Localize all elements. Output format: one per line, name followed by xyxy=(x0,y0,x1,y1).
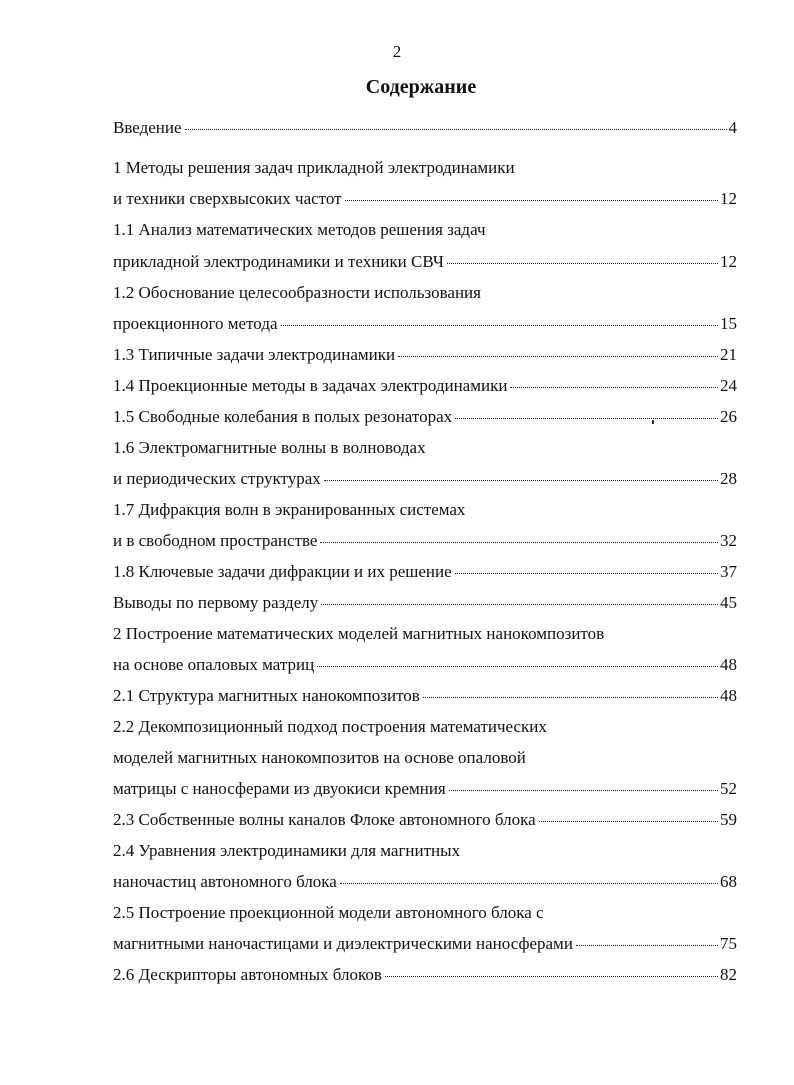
toc-entry xyxy=(113,466,737,492)
toc-entry xyxy=(113,249,737,275)
dot-leader xyxy=(320,542,718,543)
toc-entry-title: прикладной электродинамики и техники СВЧ xyxy=(113,252,444,271)
toc-entry xyxy=(113,807,737,833)
toc-entry xyxy=(113,931,737,957)
toc-entry-line: 2.5 Построение проекционной модели автономного блока с xyxy=(113,903,544,922)
toc-entry-title: и техники сверхвысоких частот xyxy=(113,189,342,208)
scan-speck xyxy=(652,420,654,424)
toc-entry-title: 2.3 Собственные волны каналов Флоке автономного блока xyxy=(113,810,536,829)
toc-entry-page: 4 xyxy=(728,118,737,137)
toc-entry-page: 12 xyxy=(720,189,737,208)
toc-entry-page: 48 xyxy=(720,686,737,705)
dot-leader xyxy=(321,604,718,605)
toc-entry-title: 1.4 Проекционные методы в задачах электродинамики xyxy=(113,376,508,395)
toc-entry-page: 52 xyxy=(720,779,737,798)
toc-entry-page: 32 xyxy=(720,531,737,550)
dot-leader xyxy=(398,356,718,357)
toc-entry-title: Выводы по первому разделу xyxy=(113,593,319,612)
toc-entry-page: 15 xyxy=(720,314,737,333)
dot-leader xyxy=(423,697,718,698)
toc-entry xyxy=(113,683,737,709)
toc-entry xyxy=(113,776,737,802)
toc-entry-page: 75 xyxy=(720,934,737,953)
dot-leader xyxy=(510,387,718,388)
toc-entry xyxy=(113,652,737,678)
dot-leader xyxy=(576,945,718,946)
page-number: 2 xyxy=(392,42,402,61)
toc-entry xyxy=(113,869,737,895)
dot-leader xyxy=(449,790,718,791)
toc-entry-line: 2.2 Декомпозиционный подход построения математических xyxy=(113,717,547,736)
toc-entry-page: 26 xyxy=(720,407,737,426)
toc-entry-line: 2.4 Уравнения электродинамики для магнитных xyxy=(113,841,461,860)
toc-entry-title: и в свободном пространстве xyxy=(113,531,318,550)
toc-entry-title: на основе опаловых матриц xyxy=(113,655,315,674)
toc-entry-title: 2.6 Дескрипторы автономных блоков xyxy=(113,965,382,984)
toc-entry-title: магнитными наночастицами и диэлектрическими наносферами xyxy=(113,934,573,953)
toc-entry-page: 28 xyxy=(720,469,737,488)
toc-entry-title: 2.1 Структура магнитных нанокомпозитов xyxy=(113,686,420,705)
toc-entry xyxy=(113,404,737,430)
toc-entry xyxy=(113,962,737,988)
toc-entry-line: 1.6 Электромагнитные волны в волноводах xyxy=(113,438,426,457)
toc-entry xyxy=(113,373,737,399)
toc-entry-title: проекционного метода xyxy=(113,314,278,333)
toc-entry-title: 1.3 Типичные задачи электродинамики xyxy=(113,345,396,364)
toc-entry-page: 24 xyxy=(720,376,737,395)
toc-entry-line: моделей магнитных нанокомпозитов на основе опаловой xyxy=(113,748,526,767)
page-title: Содержание xyxy=(365,76,477,98)
toc-entry-page: 59 xyxy=(720,810,737,829)
toc-entry-line: 1 Методы решения задач прикладной электродинамики xyxy=(113,158,515,177)
toc-entry xyxy=(113,115,737,141)
toc-entry-title: 1.8 Ключевые задачи дифракции и их решение xyxy=(113,562,452,581)
toc-entry-page: 45 xyxy=(720,593,737,612)
toc-entry xyxy=(113,528,737,554)
toc-entry xyxy=(113,186,737,212)
dot-leader xyxy=(385,976,718,977)
toc-entry-page: 37 xyxy=(720,562,737,581)
dot-leader xyxy=(340,883,718,884)
toc-entry-page: 21 xyxy=(720,345,737,364)
toc-entry-line: 1.1 Анализ математических методов решения задач xyxy=(113,220,486,239)
toc-entry-title: матрицы с наносферами из двуокиси кремния xyxy=(113,779,446,798)
dot-leader xyxy=(455,573,718,574)
dot-leader xyxy=(317,666,718,667)
dot-leader xyxy=(281,325,718,326)
dot-leader xyxy=(185,129,727,130)
toc-entry-title: 1.5 Свободные колебания в полых резонаторах xyxy=(113,407,453,426)
toc-entry xyxy=(113,559,737,585)
toc-entry-title: и периодических структурах xyxy=(113,469,321,488)
toc-entry-page: 48 xyxy=(720,655,737,674)
toc-entry-line: 1.7 Дифракция волн в экранированных системах xyxy=(113,500,466,519)
dot-leader xyxy=(455,418,718,419)
toc-entry xyxy=(113,342,737,368)
dot-leader xyxy=(539,821,718,822)
toc-entry-page: 68 xyxy=(720,872,737,891)
toc-entry xyxy=(113,590,737,616)
dot-leader xyxy=(345,200,718,201)
toc-entry-title: наночастиц автономного блока xyxy=(113,872,337,891)
toc-entry-title: Введение xyxy=(113,118,182,137)
dot-leader xyxy=(324,480,718,481)
toc-entry xyxy=(113,311,737,337)
toc-entry-page: 12 xyxy=(720,252,737,271)
toc-entry-line: 2 Построение математических моделей магнитных нанокомпозитов xyxy=(113,624,605,643)
toc-entry-page: 82 xyxy=(720,965,737,984)
dot-leader xyxy=(447,263,718,264)
toc-entry-line: 1.2 Обоснование целесообразности использования xyxy=(113,283,481,302)
